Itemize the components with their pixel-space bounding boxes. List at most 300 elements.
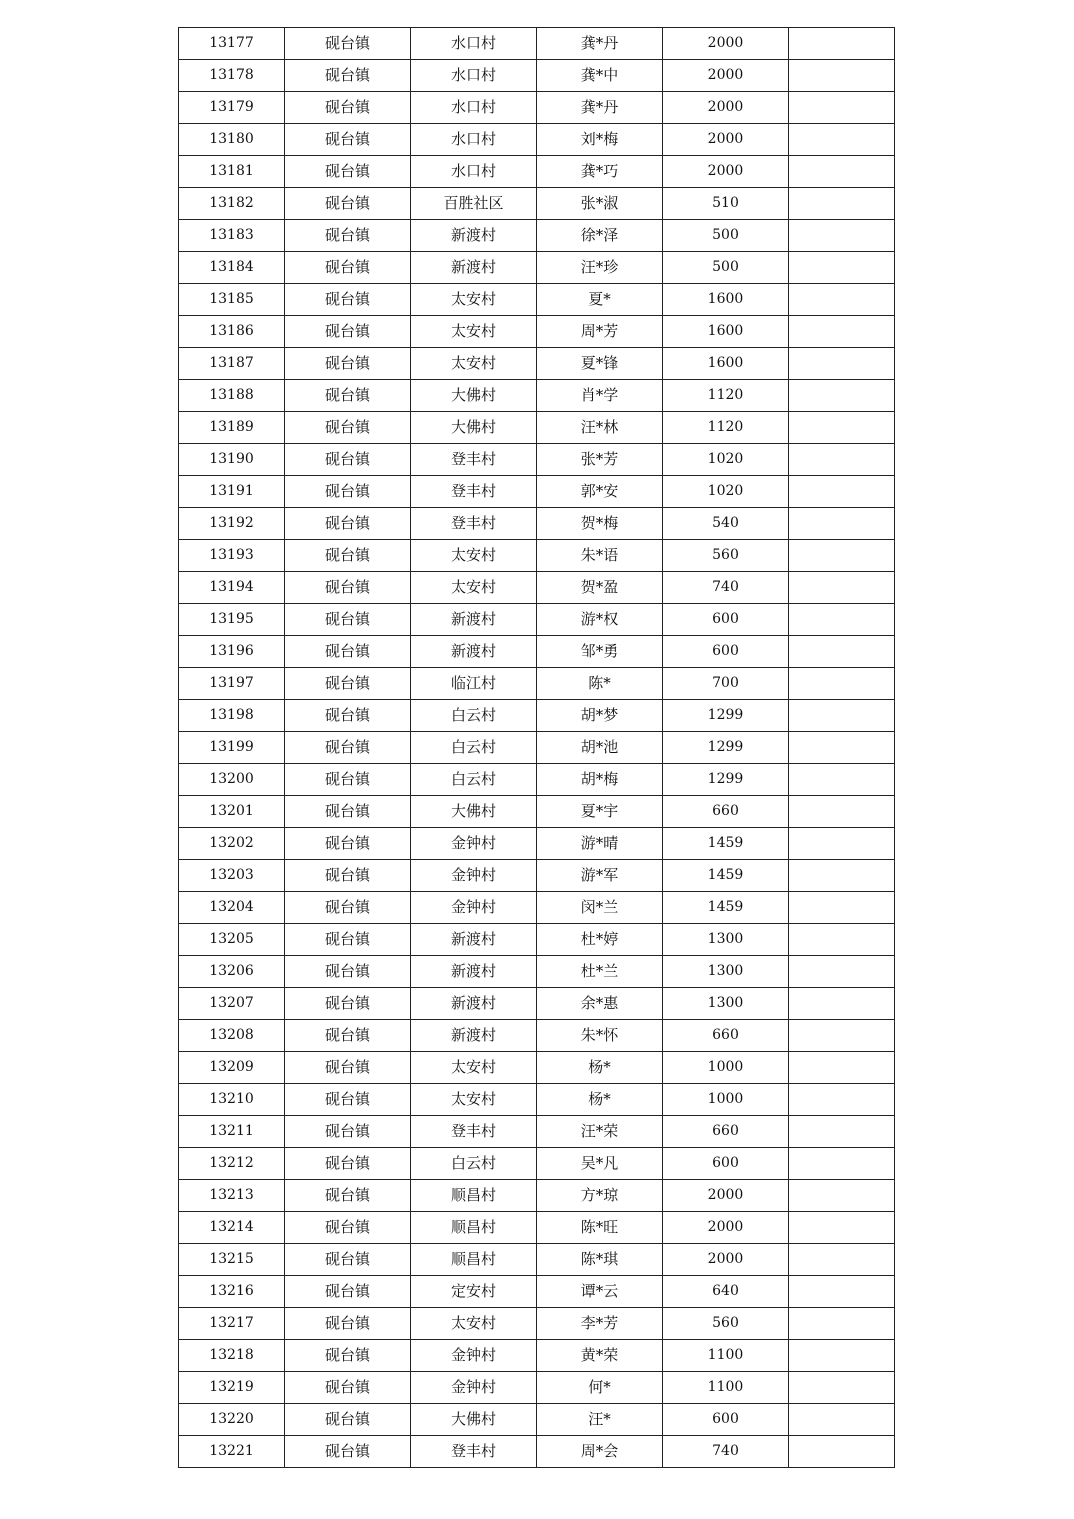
name-cell: 杜*婷 [537, 924, 663, 956]
table-row [179, 1276, 895, 1308]
table-row [179, 1116, 895, 1148]
table-row [179, 1020, 895, 1052]
village-cell: 新渡村 [411, 252, 537, 284]
amount-cell: 1299 [663, 732, 789, 764]
name-cell: 龚*丹 [537, 28, 663, 60]
table-row [179, 156, 895, 188]
remark-cell [789, 1116, 895, 1148]
town-cell: 砚台镇 [285, 348, 411, 380]
name-cell: 杜*兰 [537, 956, 663, 988]
amount-cell: 500 [663, 252, 789, 284]
table-row [179, 668, 895, 700]
record-number-cell: 13197 [179, 668, 285, 700]
village-cell: 顺昌村 [411, 1244, 537, 1276]
village-cell: 金钟村 [411, 828, 537, 860]
town-cell: 砚台镇 [285, 316, 411, 348]
town-cell: 砚台镇 [285, 412, 411, 444]
village-cell: 白云村 [411, 700, 537, 732]
town-cell: 砚台镇 [285, 700, 411, 732]
name-cell: 夏* [537, 284, 663, 316]
remark-cell [789, 892, 895, 924]
amount-cell: 2000 [663, 1212, 789, 1244]
remark-cell [789, 636, 895, 668]
town-cell: 砚台镇 [285, 252, 411, 284]
village-cell: 太安村 [411, 540, 537, 572]
record-number-cell: 13191 [179, 476, 285, 508]
name-cell: 贺*梅 [537, 508, 663, 540]
town-cell: 砚台镇 [285, 1148, 411, 1180]
town-cell: 砚台镇 [285, 28, 411, 60]
remark-cell [789, 1340, 895, 1372]
record-number-cell: 13192 [179, 508, 285, 540]
village-cell: 金钟村 [411, 1372, 537, 1404]
name-cell: 陈*旺 [537, 1212, 663, 1244]
name-cell: 肖*学 [537, 380, 663, 412]
amount-cell: 2000 [663, 92, 789, 124]
name-cell: 胡*梅 [537, 764, 663, 796]
table-row [179, 92, 895, 124]
town-cell: 砚台镇 [285, 988, 411, 1020]
amount-cell: 1120 [663, 412, 789, 444]
town-cell: 砚台镇 [285, 92, 411, 124]
village-cell: 太安村 [411, 1084, 537, 1116]
town-cell: 砚台镇 [285, 764, 411, 796]
record-number-cell: 13189 [179, 412, 285, 444]
table-row [179, 892, 895, 924]
amount-cell: 600 [663, 604, 789, 636]
amount-cell: 740 [663, 572, 789, 604]
village-cell: 白云村 [411, 1148, 537, 1180]
town-cell: 砚台镇 [285, 1020, 411, 1052]
village-cell: 太安村 [411, 284, 537, 316]
table-row [179, 508, 895, 540]
town-cell: 砚台镇 [285, 1084, 411, 1116]
remark-cell [789, 28, 895, 60]
name-cell: 夏*宇 [537, 796, 663, 828]
village-cell: 太安村 [411, 1052, 537, 1084]
table-row [179, 1340, 895, 1372]
town-cell: 砚台镇 [285, 1372, 411, 1404]
town-cell: 砚台镇 [285, 540, 411, 572]
town-cell: 砚台镇 [285, 1180, 411, 1212]
amount-cell: 1300 [663, 988, 789, 1020]
remark-cell [789, 700, 895, 732]
town-cell: 砚台镇 [285, 636, 411, 668]
amount-cell: 1120 [663, 380, 789, 412]
record-number-cell: 13213 [179, 1180, 285, 1212]
remark-cell [789, 1372, 895, 1404]
name-cell: 周*芳 [537, 316, 663, 348]
record-number-cell: 13199 [179, 732, 285, 764]
record-number-cell: 13200 [179, 764, 285, 796]
village-cell: 大佛村 [411, 796, 537, 828]
remark-cell [789, 124, 895, 156]
amount-cell: 2000 [663, 60, 789, 92]
village-cell: 金钟村 [411, 892, 537, 924]
table-row [179, 636, 895, 668]
record-number-cell: 13198 [179, 700, 285, 732]
record-number-cell: 13185 [179, 284, 285, 316]
name-cell: 汪*珍 [537, 252, 663, 284]
town-cell: 砚台镇 [285, 1308, 411, 1340]
town-cell: 砚台镇 [285, 1244, 411, 1276]
amount-cell: 1459 [663, 828, 789, 860]
record-number-cell: 13208 [179, 1020, 285, 1052]
amount-cell: 1100 [663, 1340, 789, 1372]
amount-cell: 1000 [663, 1084, 789, 1116]
amount-cell: 740 [663, 1436, 789, 1468]
town-cell: 砚台镇 [285, 444, 411, 476]
name-cell: 游*军 [537, 860, 663, 892]
name-cell: 龚*丹 [537, 92, 663, 124]
amount-cell: 1000 [663, 1052, 789, 1084]
remark-cell [789, 1212, 895, 1244]
remark-cell [789, 1020, 895, 1052]
village-cell: 顺昌村 [411, 1180, 537, 1212]
data-table [178, 27, 895, 1468]
table-row [179, 924, 895, 956]
remark-cell [789, 988, 895, 1020]
amount-cell: 700 [663, 668, 789, 700]
town-cell: 砚台镇 [285, 796, 411, 828]
town-cell: 砚台镇 [285, 892, 411, 924]
remark-cell [789, 1084, 895, 1116]
table-row [179, 1308, 895, 1340]
village-cell: 白云村 [411, 732, 537, 764]
name-cell: 游*晴 [537, 828, 663, 860]
village-cell: 登丰村 [411, 1116, 537, 1148]
table-row [179, 956, 895, 988]
town-cell: 砚台镇 [285, 124, 411, 156]
amount-cell: 1100 [663, 1372, 789, 1404]
record-number-cell: 13179 [179, 92, 285, 124]
village-cell: 新渡村 [411, 636, 537, 668]
village-cell: 百胜社区 [411, 188, 537, 220]
remark-cell [789, 732, 895, 764]
name-cell: 余*惠 [537, 988, 663, 1020]
town-cell: 砚台镇 [285, 60, 411, 92]
amount-cell: 560 [663, 1308, 789, 1340]
remark-cell [789, 92, 895, 124]
amount-cell: 660 [663, 1020, 789, 1052]
amount-cell: 1299 [663, 764, 789, 796]
remark-cell [789, 572, 895, 604]
remark-cell [789, 1148, 895, 1180]
record-number-cell: 13211 [179, 1116, 285, 1148]
name-cell: 夏*锋 [537, 348, 663, 380]
remark-cell [789, 1404, 895, 1436]
table-row [179, 476, 895, 508]
remark-cell [789, 316, 895, 348]
name-cell: 周*会 [537, 1436, 663, 1468]
name-cell: 陈*琪 [537, 1244, 663, 1276]
town-cell: 砚台镇 [285, 956, 411, 988]
village-cell: 登丰村 [411, 444, 537, 476]
record-number-cell: 13177 [179, 28, 285, 60]
town-cell: 砚台镇 [285, 732, 411, 764]
town-cell: 砚台镇 [285, 1052, 411, 1084]
record-number-cell: 13184 [179, 252, 285, 284]
town-cell: 砚台镇 [285, 1340, 411, 1372]
record-number-cell: 13205 [179, 924, 285, 956]
table-row [179, 796, 895, 828]
amount-cell: 1300 [663, 924, 789, 956]
record-number-cell: 13182 [179, 188, 285, 220]
amount-cell: 510 [663, 188, 789, 220]
town-cell: 砚台镇 [285, 1404, 411, 1436]
table-row [179, 444, 895, 476]
town-cell: 砚台镇 [285, 860, 411, 892]
amount-cell: 2000 [663, 156, 789, 188]
village-cell: 定安村 [411, 1276, 537, 1308]
remark-cell [789, 1436, 895, 1468]
table-row [179, 700, 895, 732]
table-row [179, 188, 895, 220]
record-number-cell: 13203 [179, 860, 285, 892]
name-cell: 游*权 [537, 604, 663, 636]
village-cell: 水口村 [411, 156, 537, 188]
remark-cell [789, 540, 895, 572]
remark-cell [789, 924, 895, 956]
name-cell: 方*琼 [537, 1180, 663, 1212]
village-cell: 大佛村 [411, 1404, 537, 1436]
record-number-cell: 13195 [179, 604, 285, 636]
record-number-cell: 13219 [179, 1372, 285, 1404]
table-row [179, 572, 895, 604]
name-cell: 刘*梅 [537, 124, 663, 156]
record-number-cell: 13221 [179, 1436, 285, 1468]
table-row [179, 28, 895, 60]
amount-cell: 2000 [663, 1180, 789, 1212]
record-number-cell: 13201 [179, 796, 285, 828]
remark-cell [789, 796, 895, 828]
record-number-cell: 13206 [179, 956, 285, 988]
village-cell: 水口村 [411, 124, 537, 156]
name-cell: 谭*云 [537, 1276, 663, 1308]
amount-cell: 660 [663, 1116, 789, 1148]
table-row [179, 1180, 895, 1212]
amount-cell: 600 [663, 1404, 789, 1436]
amount-cell: 1600 [663, 348, 789, 380]
amount-cell: 560 [663, 540, 789, 572]
name-cell: 杨* [537, 1052, 663, 1084]
town-cell: 砚台镇 [285, 220, 411, 252]
village-cell: 水口村 [411, 92, 537, 124]
town-cell: 砚台镇 [285, 188, 411, 220]
amount-cell: 1020 [663, 476, 789, 508]
table-row [179, 1404, 895, 1436]
village-cell: 新渡村 [411, 988, 537, 1020]
amount-cell: 2000 [663, 28, 789, 60]
town-cell: 砚台镇 [285, 924, 411, 956]
record-number-cell: 13188 [179, 380, 285, 412]
village-cell: 顺昌村 [411, 1212, 537, 1244]
record-number-cell: 13217 [179, 1308, 285, 1340]
village-cell: 太安村 [411, 348, 537, 380]
town-cell: 砚台镇 [285, 604, 411, 636]
amount-cell: 640 [663, 1276, 789, 1308]
remark-cell [789, 1276, 895, 1308]
remark-cell [789, 1052, 895, 1084]
record-number-cell: 13190 [179, 444, 285, 476]
remark-cell [789, 412, 895, 444]
remark-cell [789, 508, 895, 540]
town-cell: 砚台镇 [285, 380, 411, 412]
record-number-cell: 13183 [179, 220, 285, 252]
table-row [179, 828, 895, 860]
amount-cell: 1300 [663, 956, 789, 988]
table-row [179, 732, 895, 764]
name-cell: 郭*安 [537, 476, 663, 508]
amount-cell: 1600 [663, 284, 789, 316]
record-number-cell: 13209 [179, 1052, 285, 1084]
village-cell: 水口村 [411, 28, 537, 60]
table-row [179, 348, 895, 380]
name-cell: 朱*语 [537, 540, 663, 572]
village-cell: 登丰村 [411, 508, 537, 540]
table-row [179, 1052, 895, 1084]
name-cell: 朱*怀 [537, 1020, 663, 1052]
name-cell: 汪* [537, 1404, 663, 1436]
village-cell: 新渡村 [411, 956, 537, 988]
table-row [179, 860, 895, 892]
remark-cell [789, 828, 895, 860]
amount-cell: 500 [663, 220, 789, 252]
village-cell: 临江村 [411, 668, 537, 700]
town-cell: 砚台镇 [285, 1436, 411, 1468]
remark-cell [789, 156, 895, 188]
remark-cell [789, 284, 895, 316]
table-row [179, 1244, 895, 1276]
remark-cell [789, 764, 895, 796]
record-number-cell: 13215 [179, 1244, 285, 1276]
name-cell: 吴*凡 [537, 1148, 663, 1180]
remark-cell [789, 380, 895, 412]
name-cell: 胡*梦 [537, 700, 663, 732]
name-cell: 张*芳 [537, 444, 663, 476]
town-cell: 砚台镇 [285, 1116, 411, 1148]
remark-cell [789, 604, 895, 636]
town-cell: 砚台镇 [285, 1276, 411, 1308]
remark-cell [789, 668, 895, 700]
village-cell: 太安村 [411, 572, 537, 604]
village-cell: 太安村 [411, 316, 537, 348]
record-number-cell: 13212 [179, 1148, 285, 1180]
remark-cell [789, 1180, 895, 1212]
village-cell: 金钟村 [411, 1340, 537, 1372]
name-cell: 杨* [537, 1084, 663, 1116]
table-row [179, 252, 895, 284]
amount-cell: 600 [663, 1148, 789, 1180]
amount-cell: 540 [663, 508, 789, 540]
town-cell: 砚台镇 [285, 668, 411, 700]
table-row [179, 60, 895, 92]
record-number-cell: 13216 [179, 1276, 285, 1308]
record-number-cell: 13220 [179, 1404, 285, 1436]
amount-cell: 1600 [663, 316, 789, 348]
record-number-cell: 13187 [179, 348, 285, 380]
table-row [179, 220, 895, 252]
amount-cell: 2000 [663, 124, 789, 156]
name-cell: 黄*荣 [537, 1340, 663, 1372]
village-cell: 新渡村 [411, 1020, 537, 1052]
name-cell: 陈* [537, 668, 663, 700]
name-cell: 徐*泽 [537, 220, 663, 252]
remark-cell [789, 60, 895, 92]
name-cell: 邹*勇 [537, 636, 663, 668]
record-number-cell: 13214 [179, 1212, 285, 1244]
amount-cell: 1459 [663, 860, 789, 892]
table-row [179, 1084, 895, 1116]
village-cell: 新渡村 [411, 924, 537, 956]
name-cell: 胡*池 [537, 732, 663, 764]
table-body [179, 28, 895, 1468]
table-row [179, 1148, 895, 1180]
remark-cell [789, 444, 895, 476]
village-cell: 登丰村 [411, 476, 537, 508]
village-cell: 金钟村 [411, 860, 537, 892]
remark-cell [789, 1308, 895, 1340]
record-number-cell: 13207 [179, 988, 285, 1020]
amount-cell: 2000 [663, 1244, 789, 1276]
table-row [179, 412, 895, 444]
village-cell: 大佛村 [411, 380, 537, 412]
record-number-cell: 13218 [179, 1340, 285, 1372]
table-row [179, 604, 895, 636]
table-row [179, 540, 895, 572]
remark-cell [789, 1244, 895, 1276]
town-cell: 砚台镇 [285, 156, 411, 188]
remark-cell [789, 220, 895, 252]
remark-cell [789, 252, 895, 284]
record-number-cell: 13181 [179, 156, 285, 188]
table-row [179, 1372, 895, 1404]
record-number-cell: 13202 [179, 828, 285, 860]
town-cell: 砚台镇 [285, 284, 411, 316]
table-row [179, 124, 895, 156]
record-number-cell: 13180 [179, 124, 285, 156]
name-cell: 龚*中 [537, 60, 663, 92]
record-number-cell: 13210 [179, 1084, 285, 1116]
name-cell: 汪*荣 [537, 1116, 663, 1148]
name-cell: 何* [537, 1372, 663, 1404]
record-number-cell: 13204 [179, 892, 285, 924]
village-cell: 登丰村 [411, 1436, 537, 1468]
table-row [179, 316, 895, 348]
name-cell: 张*淑 [537, 188, 663, 220]
remark-cell [789, 956, 895, 988]
remark-cell [789, 188, 895, 220]
table-row [179, 380, 895, 412]
town-cell: 砚台镇 [285, 508, 411, 540]
table-row [179, 1212, 895, 1244]
remark-cell [789, 476, 895, 508]
amount-cell: 600 [663, 636, 789, 668]
village-cell: 水口村 [411, 60, 537, 92]
remark-cell [789, 348, 895, 380]
table-row [179, 988, 895, 1020]
village-cell: 白云村 [411, 764, 537, 796]
remark-cell [789, 860, 895, 892]
table-row [179, 284, 895, 316]
town-cell: 砚台镇 [285, 1212, 411, 1244]
record-number-cell: 13193 [179, 540, 285, 572]
record-number-cell: 13194 [179, 572, 285, 604]
name-cell: 龚*巧 [537, 156, 663, 188]
table-row [179, 1436, 895, 1468]
town-cell: 砚台镇 [285, 572, 411, 604]
record-number-cell: 13196 [179, 636, 285, 668]
